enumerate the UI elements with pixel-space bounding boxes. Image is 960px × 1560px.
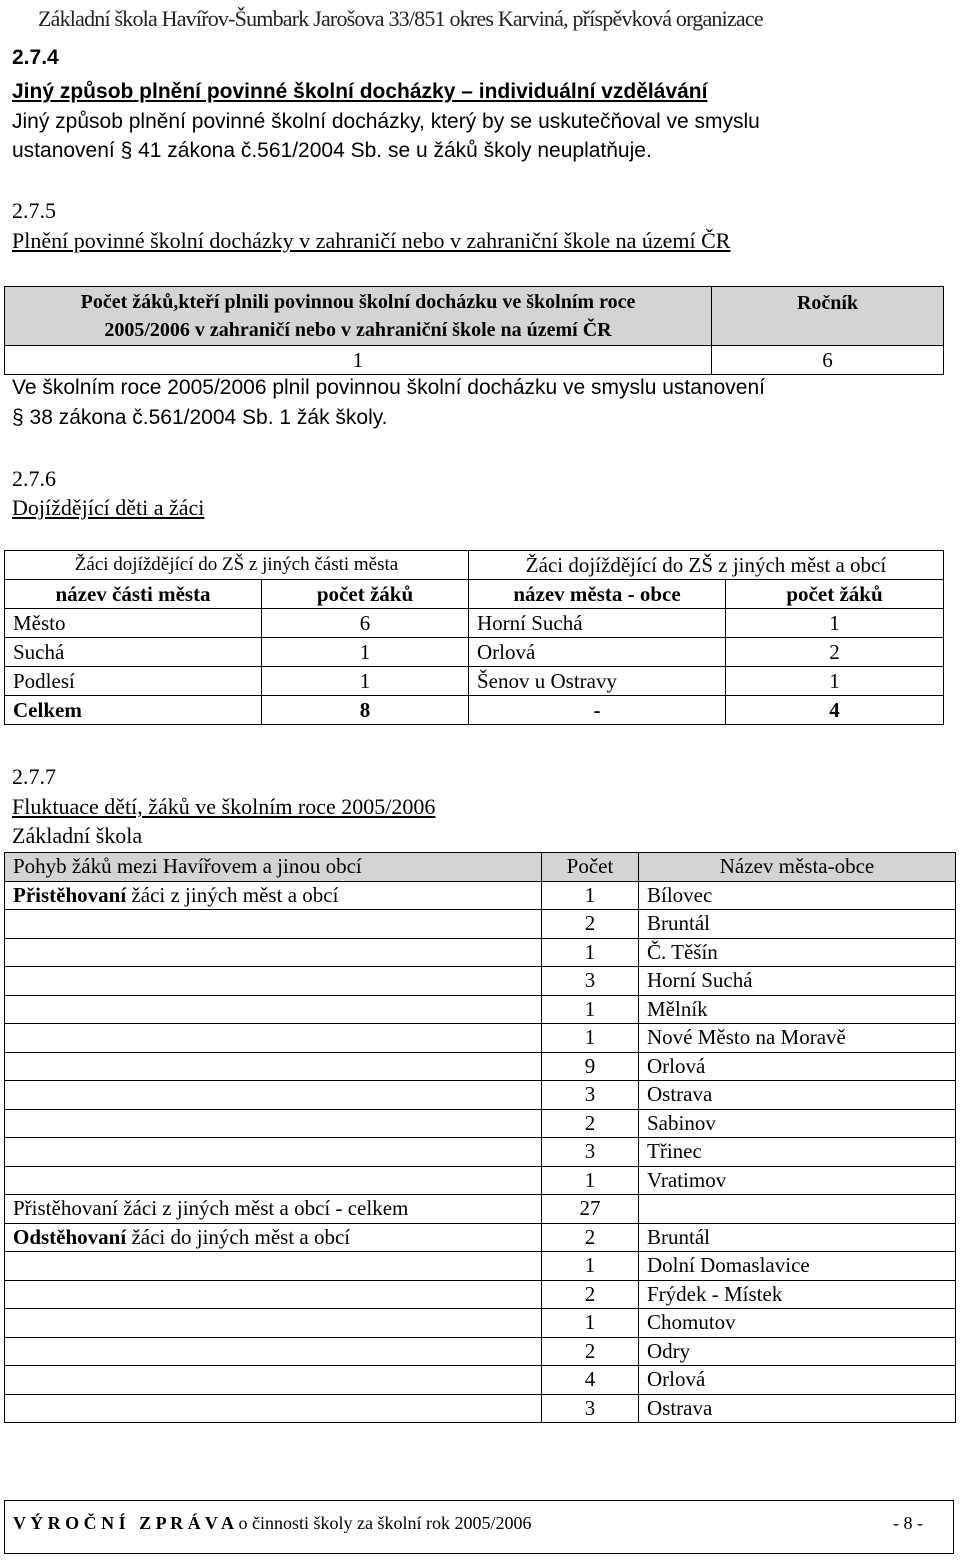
row-label-bold: Přistěhovaní xyxy=(13,882,127,907)
cell: Orlová xyxy=(469,638,726,667)
table-row xyxy=(5,667,944,696)
paragraph-275-line2: § 38 zákona č.561/2004 Sb. 1 žák školy. xyxy=(12,406,388,429)
cell: 1 xyxy=(262,667,469,696)
cell: 2 xyxy=(726,638,944,667)
cell xyxy=(5,1081,542,1110)
cell xyxy=(5,910,542,939)
table-header-row xyxy=(5,287,944,346)
table-row xyxy=(5,1252,956,1281)
cell xyxy=(5,1138,542,1167)
cell: Suchá xyxy=(5,638,262,667)
col-movement: Pohyb žáků mezi Havířovem a jinou obcí xyxy=(5,853,542,882)
section-title-277: Fluktuace dětí, žáků ve školním roce 2005/2006 xyxy=(12,794,436,819)
table-row xyxy=(5,609,944,638)
table-row xyxy=(5,1366,956,1395)
col-town-name: název města - obce xyxy=(469,580,726,609)
cell xyxy=(639,1195,956,1224)
cell: Nové Město na Moravě xyxy=(639,1024,956,1053)
table-row xyxy=(5,1052,956,1081)
paragraph-274-line1: Jiný způsob plnění povinné školní docházky, který by se uskutečňoval ve smyslu xyxy=(12,110,760,133)
cell: 3 xyxy=(542,1394,639,1423)
cell: 1 xyxy=(542,1252,639,1281)
cell: 2 xyxy=(542,1280,639,1309)
cell: Orlová xyxy=(639,1052,956,1081)
footer-report-title: V Ý R O Č N Í Z P R Á V A xyxy=(13,1513,235,1533)
cell: 3 xyxy=(542,967,639,996)
abroad-table xyxy=(4,286,944,375)
table-row xyxy=(5,1309,956,1338)
cell: 1 xyxy=(726,609,944,638)
cell: Sabinov xyxy=(639,1109,956,1138)
cell: 1 xyxy=(542,881,639,910)
cell xyxy=(5,1337,542,1366)
section-number-274: 2.7.4 xyxy=(12,46,59,69)
paragraph-275-line1: Ve školním roce 2005/2006 plnil povinnou školní docházku ve smyslu ustanovení xyxy=(12,376,765,399)
cell: Bruntál xyxy=(639,910,956,939)
cell: Odry xyxy=(639,1337,956,1366)
cell xyxy=(5,967,542,996)
commuting-parts-header: Žáci dojíždějící do ZŠ z jiných části města xyxy=(5,551,469,580)
table-row xyxy=(5,638,944,667)
abroad-count-cell: 1 xyxy=(5,346,712,375)
col-count: Počet xyxy=(542,853,639,882)
cell: Ostrava xyxy=(639,1394,956,1423)
page-number: - 8 - xyxy=(893,1513,923,1533)
cell xyxy=(5,1280,542,1309)
table-row xyxy=(5,1337,956,1366)
cell: 1 xyxy=(726,667,944,696)
cell: Horní Suchá xyxy=(469,609,726,638)
cell: - xyxy=(469,696,726,725)
cell: 1 xyxy=(542,1166,639,1195)
section-number-275: 2.7.5 xyxy=(12,198,56,223)
cell: 2 xyxy=(542,1109,639,1138)
cell: 3 xyxy=(542,1138,639,1167)
cell: Přistěhovaní žáci z jiných měst a obcí - celkem xyxy=(5,1195,542,1224)
table-header-row xyxy=(5,551,944,580)
table-row xyxy=(5,1394,956,1423)
cell xyxy=(5,881,542,910)
abroad-head-line1: Počet žáků,kteří plnili povinnou školní docházku ve školním roce xyxy=(80,291,636,313)
table-row xyxy=(5,1166,956,1195)
abroad-head-line2: 2005/2006 v zahraničí nebo v zahraniční škole na území ČR xyxy=(104,319,612,341)
cell: Orlová xyxy=(639,1366,956,1395)
page-footer xyxy=(4,1500,954,1554)
section-subtitle-277: Základní škola xyxy=(12,823,143,848)
cell: Bruntál xyxy=(639,1223,956,1252)
total-row xyxy=(5,696,944,725)
section-number-276: 2.7.6 xyxy=(12,466,56,491)
cell: 1 xyxy=(542,995,639,1024)
cell xyxy=(5,938,542,967)
table-header-row xyxy=(5,853,956,882)
table-row xyxy=(5,1280,956,1309)
cell: 4 xyxy=(726,696,944,725)
table-row xyxy=(5,995,956,1024)
cell: Třinec xyxy=(639,1138,956,1167)
cell xyxy=(5,1252,542,1281)
row-label: žáci do jiných měst a obcí xyxy=(126,1224,351,1249)
commuting-towns-header: Žáci dojíždějící do ZŠ z jiných měst a obcí xyxy=(469,551,944,580)
commuting-table xyxy=(4,550,944,725)
section-title-275: Plnění povinné školní docházky v zahraničí nebo v zahraniční škole na území ČR xyxy=(12,228,731,253)
table-row xyxy=(5,1081,956,1110)
table-row xyxy=(5,967,956,996)
cell: 1 xyxy=(262,638,469,667)
cell: 1 xyxy=(542,938,639,967)
cell: 8 xyxy=(262,696,469,725)
table-row xyxy=(5,1195,956,1224)
cell: 1 xyxy=(542,1024,639,1053)
cell: Horní Suchá xyxy=(639,967,956,996)
section-title-274: Jiný způsob plnění povinné školní docházky – individuální vzdělávání xyxy=(12,80,708,103)
school-header: Základní škola Havířov-Šumbark Jarošova 33/851 okres Karviná, příspěvková organizace xyxy=(38,6,763,31)
cell: Podlesí xyxy=(5,667,262,696)
cell: Č. Těšín xyxy=(639,938,956,967)
cell: Město xyxy=(5,609,262,638)
cell: 27 xyxy=(542,1195,639,1224)
cell xyxy=(5,995,542,1024)
col-town-count: počet žáků xyxy=(726,580,944,609)
cell: Šenov u Ostravy xyxy=(469,667,726,696)
cell xyxy=(5,1052,542,1081)
table-row xyxy=(5,1024,956,1053)
fluctuation-table xyxy=(4,852,956,1423)
cell: 2 xyxy=(542,910,639,939)
col-part-name: název části města xyxy=(5,580,262,609)
cell: Ostrava xyxy=(639,1081,956,1110)
table-row xyxy=(5,346,944,375)
cell: Bílovec xyxy=(639,881,956,910)
row-label-bold: Odstěhovaní xyxy=(13,1224,127,1249)
grade-header: Ročník xyxy=(712,287,944,346)
table-row xyxy=(5,910,956,939)
table-row xyxy=(5,1109,956,1138)
table-row xyxy=(5,881,956,910)
table-row xyxy=(5,1138,956,1167)
table-row xyxy=(5,938,956,967)
section-number-277: 2.7.7 xyxy=(12,764,56,789)
table-row xyxy=(5,1223,956,1252)
abroad-count-header xyxy=(5,287,712,346)
cell: Chomutov xyxy=(639,1309,956,1338)
cell: Celkem xyxy=(5,696,262,725)
col-town: Název města-obce xyxy=(639,853,956,882)
cell xyxy=(5,1166,542,1195)
cell xyxy=(5,1024,542,1053)
cell xyxy=(5,1309,542,1338)
cell xyxy=(5,1366,542,1395)
cell: 9 xyxy=(542,1052,639,1081)
paragraph-274-line2: ustanovení § 41 zákona č.561/2004 Sb. se u žáků školy neuplatňuje. xyxy=(12,139,652,162)
section-title-276: Dojíždějící děti a žáci xyxy=(12,495,205,520)
cell xyxy=(5,1223,542,1252)
cell: 6 xyxy=(262,609,469,638)
cell xyxy=(5,1394,542,1423)
table-header-row xyxy=(5,580,944,609)
cell xyxy=(5,1109,542,1138)
cell: Mělník xyxy=(639,995,956,1024)
cell: Frýdek - Místek xyxy=(639,1280,956,1309)
cell: 1 xyxy=(542,1309,639,1338)
cell: 2 xyxy=(542,1223,639,1252)
cell: Vratimov xyxy=(639,1166,956,1195)
footer-text xyxy=(13,1513,532,1534)
row-label: žáci z jiných měst a obcí xyxy=(126,882,339,907)
footer-report-rest: o činnosti školy za školní rok 2005/2006 xyxy=(234,1513,532,1533)
cell: 2 xyxy=(542,1337,639,1366)
grade-cell: 6 xyxy=(712,346,944,375)
cell: 4 xyxy=(542,1366,639,1395)
col-part-count: počet žáků xyxy=(262,580,469,609)
cell: 3 xyxy=(542,1081,639,1110)
cell: Dolní Domaslavice xyxy=(639,1252,956,1281)
